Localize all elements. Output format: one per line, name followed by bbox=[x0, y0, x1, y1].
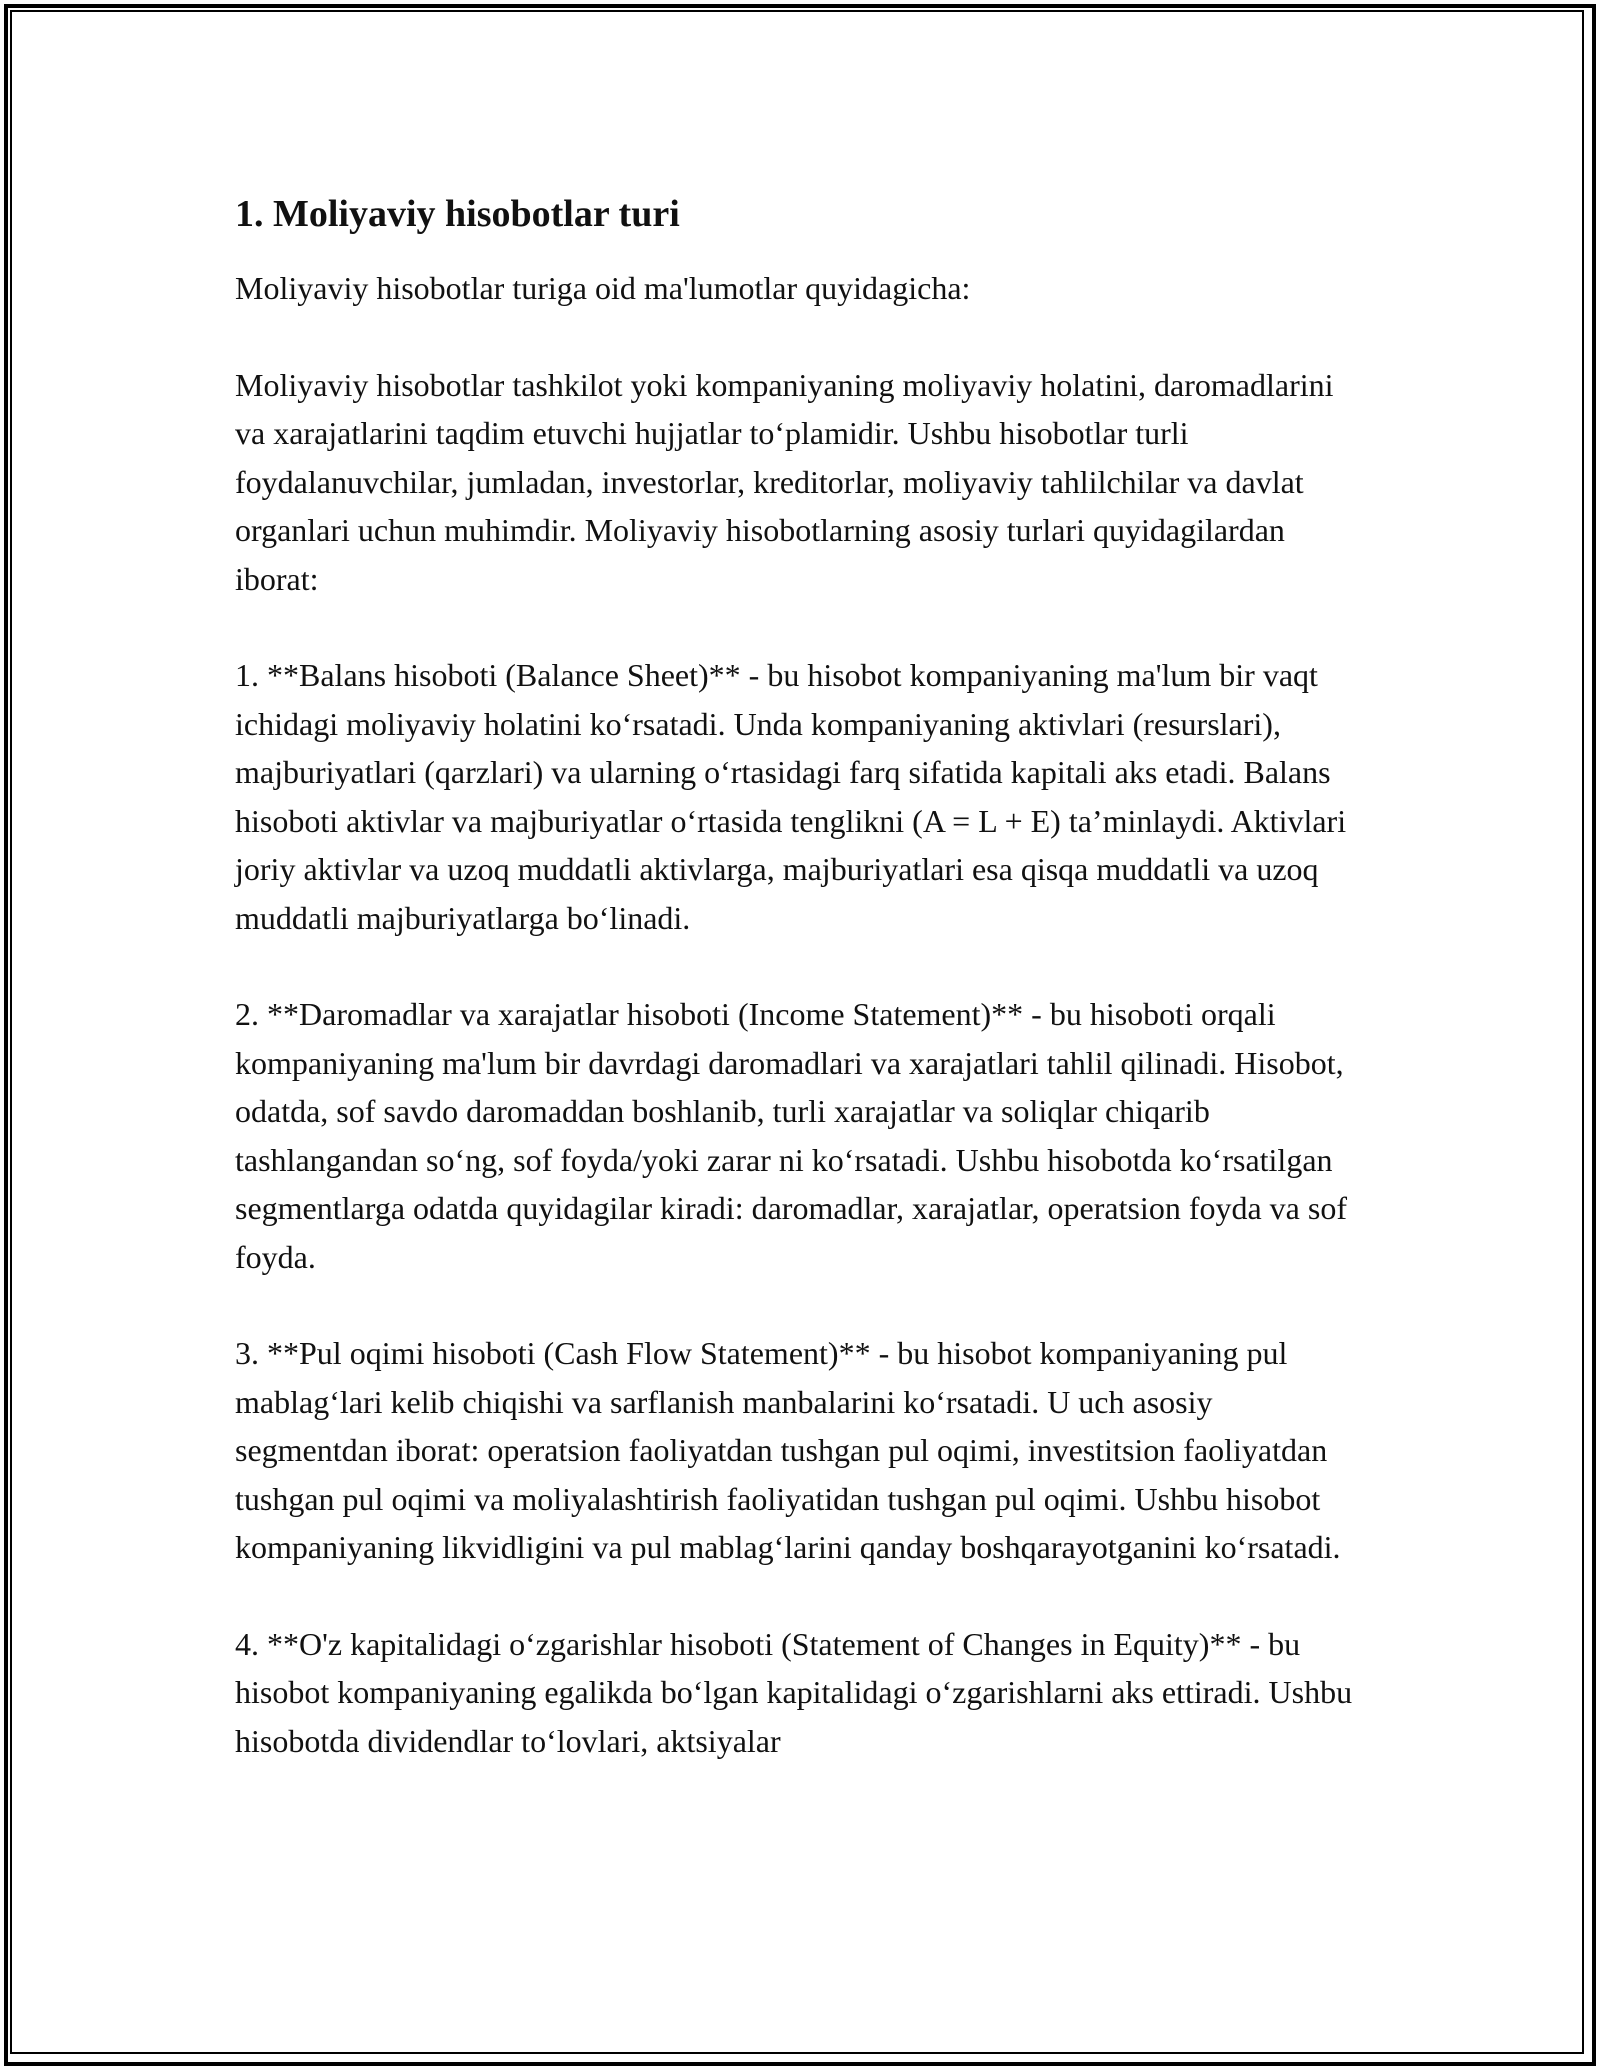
intro-paragraph: Moliyaviy hisobotlar turiga oid ma'lumotlar quyidagicha: bbox=[235, 270, 971, 306]
page-title: 1. Moliyaviy hisobotlar turi bbox=[235, 193, 680, 235]
document-body bbox=[235, 188, 1370, 1813]
balance-sheet-paragraph: 1. **Balans hisoboti (Balance Sheet)** - bu hisobot kompaniyaning ma'lum bir vaqt ichidagi moliyaviy holatini ko‘rsatadi. Unda kompaniyaning aktivlari (resurslari), majburiyatlari (qarzlari) va ularning o‘rtasidagi farq sifatida kapitali aks etadi. Balans hisoboti aktivlar va majburiyatlar o‘rtasida tenglikni (A = L + E) ta’minlaydi. Aktivlari joriy aktivlar va uzoq muddatli aktivlarga, majburiyatlari esa qisqa muddatli va uzoq muddatli majburiyatlarga bo‘linadi. bbox=[235, 657, 1347, 936]
overview-paragraph: Moliyaviy hisobotlar tashkilot yoki kompaniyaning moliyaviy holatini, daromadlarini va xarajatlarini taqdim etuvchi hujjatlar to‘plamidir. Ushbu hisobotlar turli foydalanuvchilar, jumladan, investorlar, kreditorlar, moliyaviy tahlilchilar va davlat organlari uchun muhimdir. Moliyaviy hisobotlarning asosiy turlari quyidagilardan iborat: bbox=[235, 366, 1334, 597]
equity-changes-paragraph: 4. **O'z kapitalidagi o‘zgarishlar hisoboti (Statement of Changes in Equity)** - bu hisobot kompaniyaning egalikda bo‘lgan kapitalidagi o‘zgarishlarni aks ettiradi. Ushbu hisobotda dividendlar to‘lovlari, aktsiyalar bbox=[235, 1625, 1353, 1759]
income-statement-paragraph: 2. **Daromadlar va xarajatlar hisoboti (Income Statement)** - bu hisoboti orqali kompaniyaning ma'lum bir davrdagi daromadlari va xarajatlari tahlil qilinadi. Hisobot, odatda, sof savdo daromaddan boshlanib, turli xarajatlar va soliqlar chiqarib tashlangandan so‘ng, sof foyda/yoki zarar ni ko‘rsatadi. Ushbu hisobotda ko‘rsatilgan segmentlarga odatda quyidagilar kiradi: daromadlar, xarajatlar, operatsion foyda va sof foyda. bbox=[235, 996, 1347, 1275]
cash-flow-paragraph: 3. **Pul oqimi hisoboti (Cash Flow Statement)** - bu hisobot kompaniyaning pul mablag‘lari kelib chiqishi va sarflanish manbalarini ko‘rsatadi. U uch asosiy segmentdan iborat: operatsion faoliyatdan tushgan pul oqimi, investitsion faoliyatdan tushgan pul oqimi va moliyalashtirish faoliyatidan tushgan pul oqimi. Ushbu hisobot kompaniyaning likvidligini va pul mablag‘larini qanday boshqarayotganini ko‘rsatadi. bbox=[235, 1335, 1341, 1565]
